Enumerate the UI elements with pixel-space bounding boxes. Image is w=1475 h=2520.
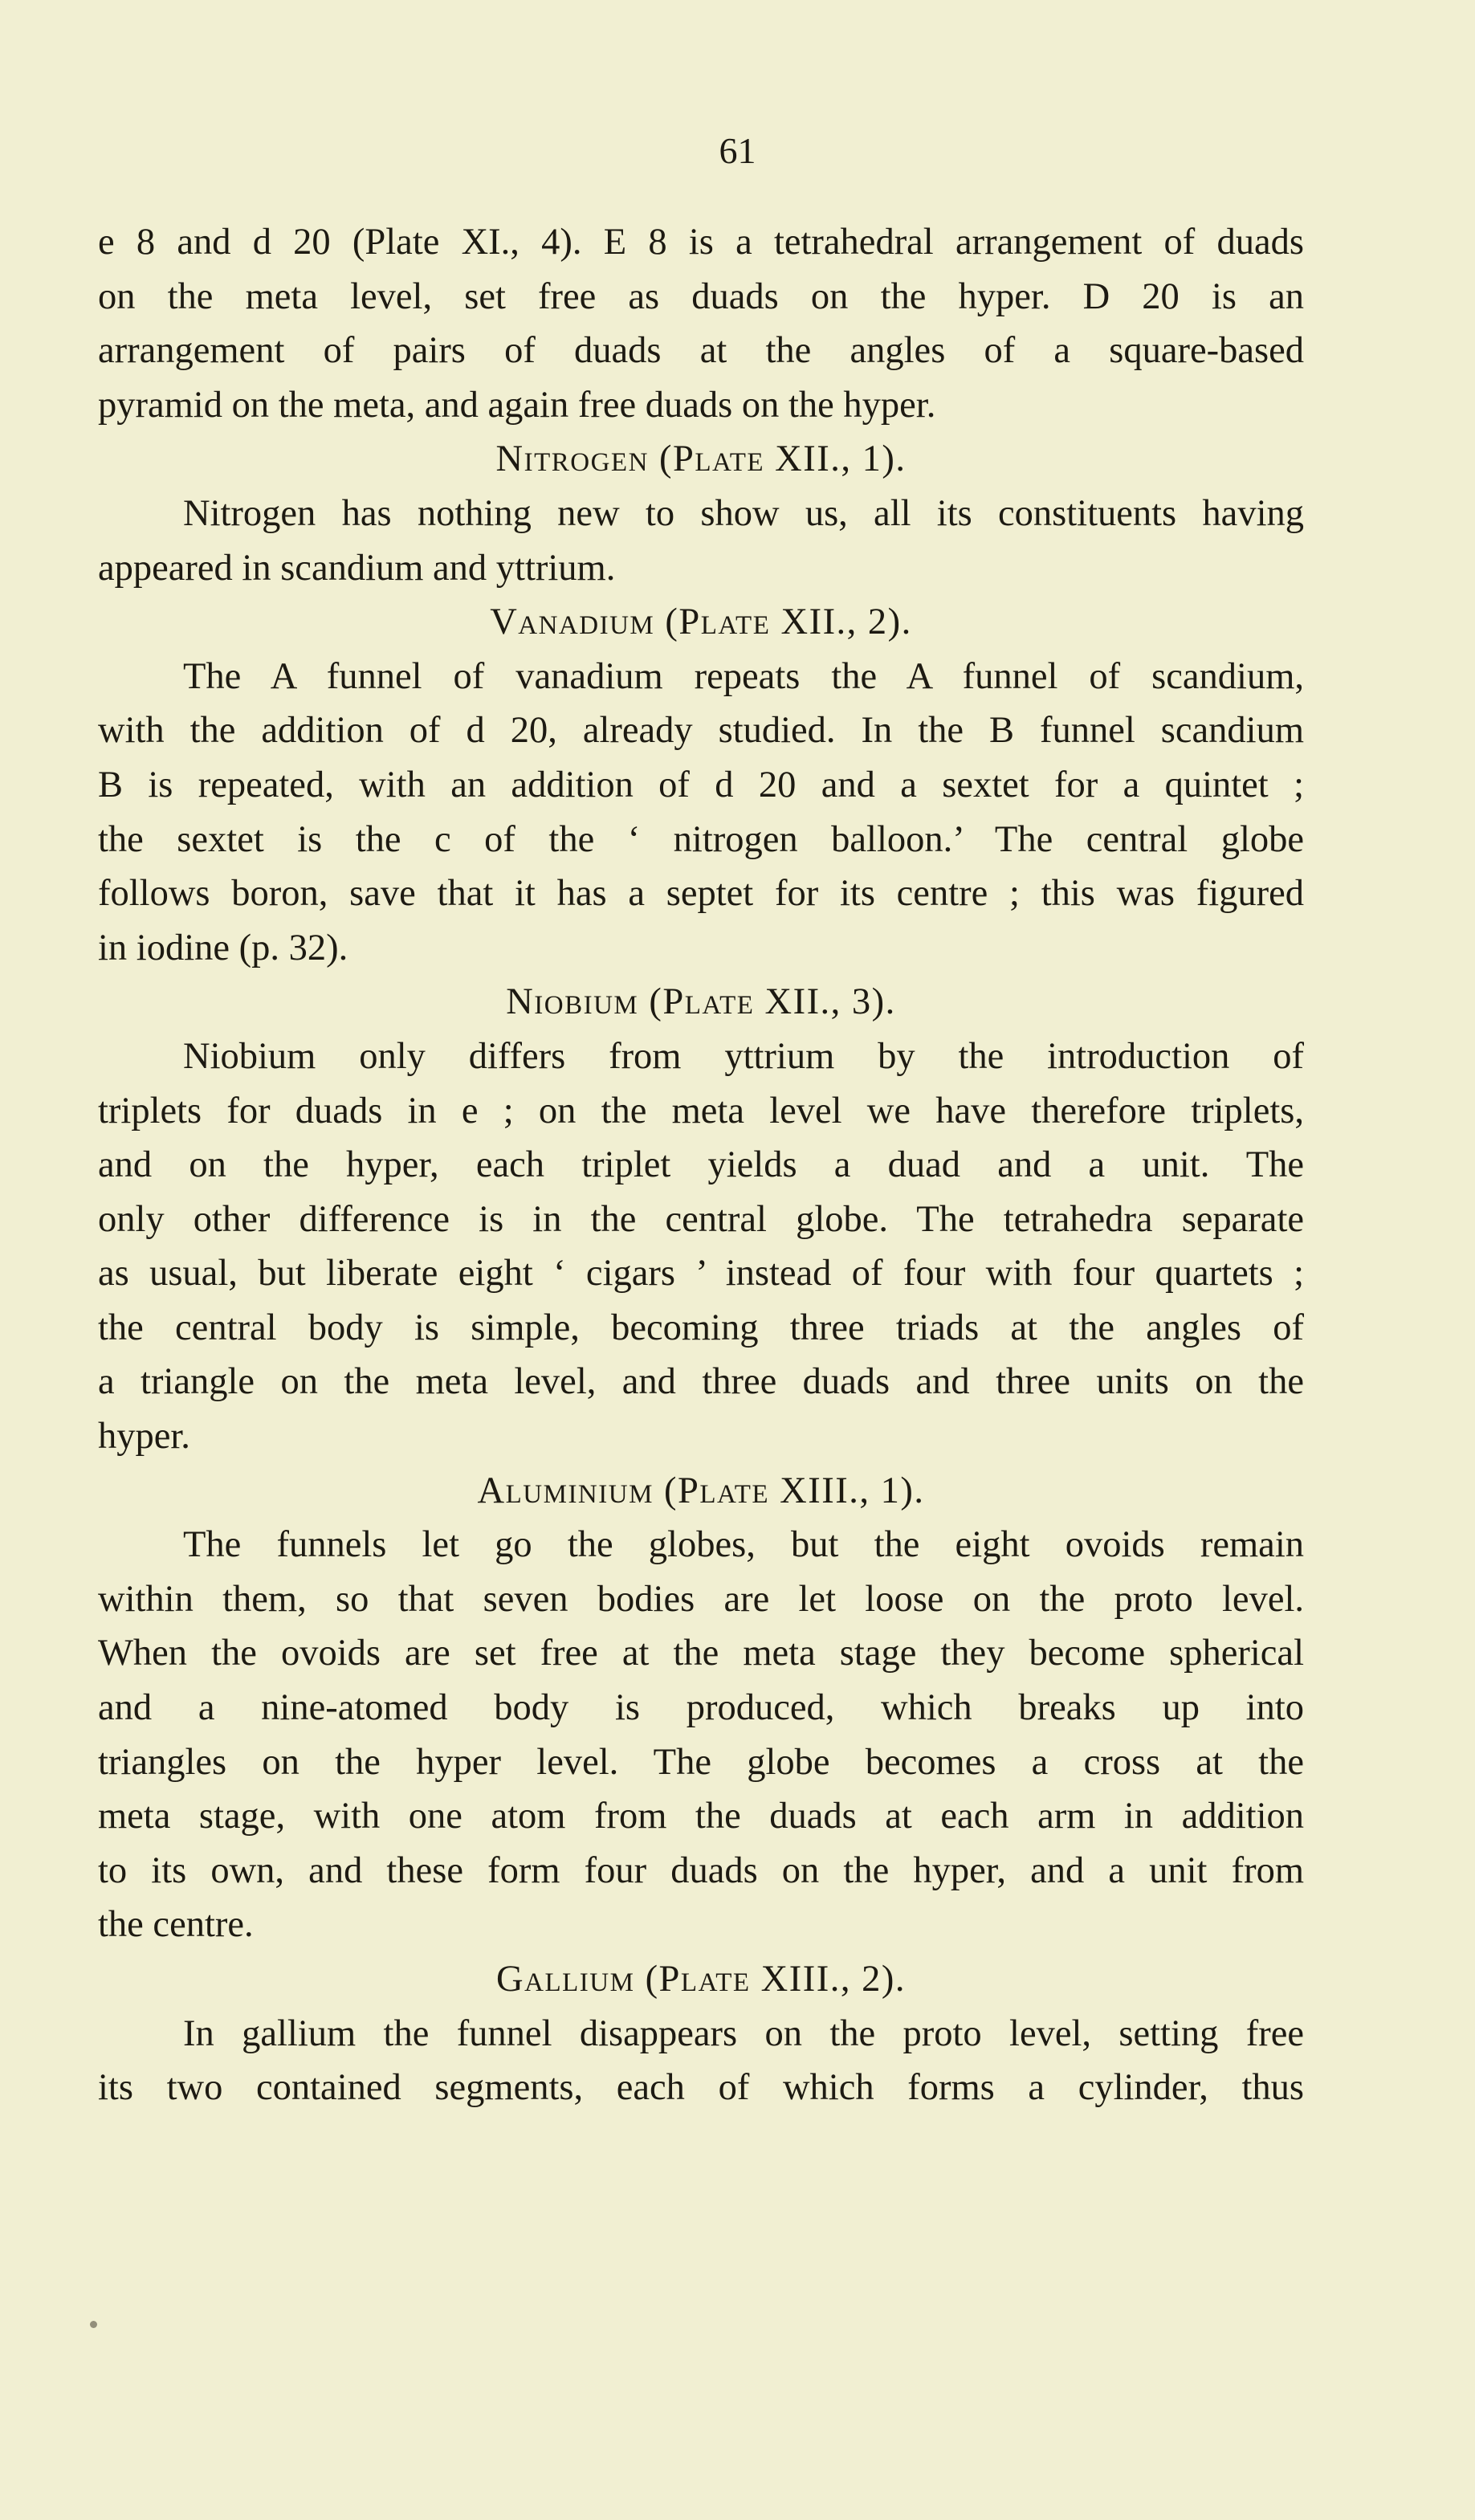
ink-speck	[90, 2321, 97, 2328]
text-line: e 8 and d 20 (Plate XI., 4). E 8 is a tetrahedral arrangement of duads	[98, 222, 1304, 263]
text-line: The A funnel of vanadium repeats the A funnel of scandium,	[183, 655, 1304, 697]
section-heading-niobium: Niobium (Plate XII., 3).	[506, 981, 896, 1023]
text-line: hyper.	[98, 1416, 190, 1458]
text-line: pyramid on the meta, and again free duads on the hyper.	[98, 384, 936, 426]
section-heading-vanadium: Vanadium (Plate XII., 2).	[490, 601, 912, 643]
text-line: a triangle on the meta level, and three duads and three units on the	[98, 1361, 1304, 1403]
text-line: triangles on the hyper level. The globe becomes a cross at the	[98, 1741, 1304, 1783]
text-line: In gallium the funnel disappears on the proto level, setting free	[183, 2012, 1304, 2054]
text-line: The funnels let go the globes, but the eight ovoids remain	[183, 1524, 1304, 1566]
text-line: on the meta level, set free as duads on the hyper. D 20 is an	[98, 275, 1304, 317]
text-line: When the ovoids are set free at the meta stage they become spherical	[98, 1633, 1304, 1674]
text-line: arrangement of pairs of duads at the angles of a square-based	[98, 330, 1304, 372]
aluminium-paragraph	[98, 1518, 1304, 1952]
gallium-paragraph	[98, 2007, 1304, 2115]
text-line: its two contained segments, each of which forms a cylinder, thus	[98, 2067, 1304, 2109]
intro-paragraph	[98, 215, 1304, 432]
text-line: as usual, but liberate eight ‘ cigars ’ instead of four with four quartets ;	[98, 1253, 1304, 1295]
text-line: with the addition of d 20, already studied. In the B funnel scandium	[98, 710, 1304, 752]
text-line: to its own, and these form four duads on the hyper, and a unit from	[98, 1849, 1304, 1891]
body-text	[98, 215, 1304, 2115]
vanadium-paragraph	[98, 650, 1304, 976]
text-line: within them, so that seven bodies are let loose on the proto level.	[98, 1578, 1304, 1620]
text-line: triplets for duads in e ; on the meta level we have therefore triplets,	[98, 1090, 1304, 1132]
section-heading-nitrogen: Nitrogen (Plate XII., 1).	[495, 438, 907, 480]
text-line: meta stage, with one atom from the duads at each arm in addition	[98, 1796, 1304, 1837]
text-line: Nitrogen has nothing new to show us, all its constituents having	[183, 492, 1304, 534]
text-line: Niobium only differs from yttrium by the introduction of	[183, 1035, 1304, 1077]
text-line: the sextet is the c of the ‘ nitrogen balloon.’ The central globe	[98, 818, 1304, 860]
text-line: and a nine-atomed body is produced, which breaks up into	[98, 1687, 1304, 1729]
text-line: the centre.	[98, 1904, 254, 1946]
text-line: follows boron, save that it has a septet for its centre ; this was figured	[98, 873, 1304, 915]
text-line: B is repeated, with an addition of d 20 and a sextet for a quintet ;	[98, 764, 1304, 805]
niobium-paragraph	[98, 1030, 1304, 1464]
text-line: appeared in scandium and yttrium.	[98, 547, 616, 589]
text-line: and on the hyper, each triplet yields a duad and a unit. The	[98, 1144, 1304, 1186]
section-heading-gallium: Gallium (Plate XIII., 2).	[496, 1959, 906, 2000]
text-line: the central body is simple, becoming three triads at the angles of	[98, 1307, 1304, 1348]
page-number: 61	[719, 130, 756, 171]
nitrogen-paragraph	[98, 487, 1304, 595]
text-line: only other difference is in the central globe. The tetrahedra separate	[98, 1198, 1304, 1240]
section-heading-aluminium: Aluminium (Plate XIII., 1).	[477, 1470, 925, 1511]
text-line: in iodine (p. 32).	[98, 927, 348, 968]
